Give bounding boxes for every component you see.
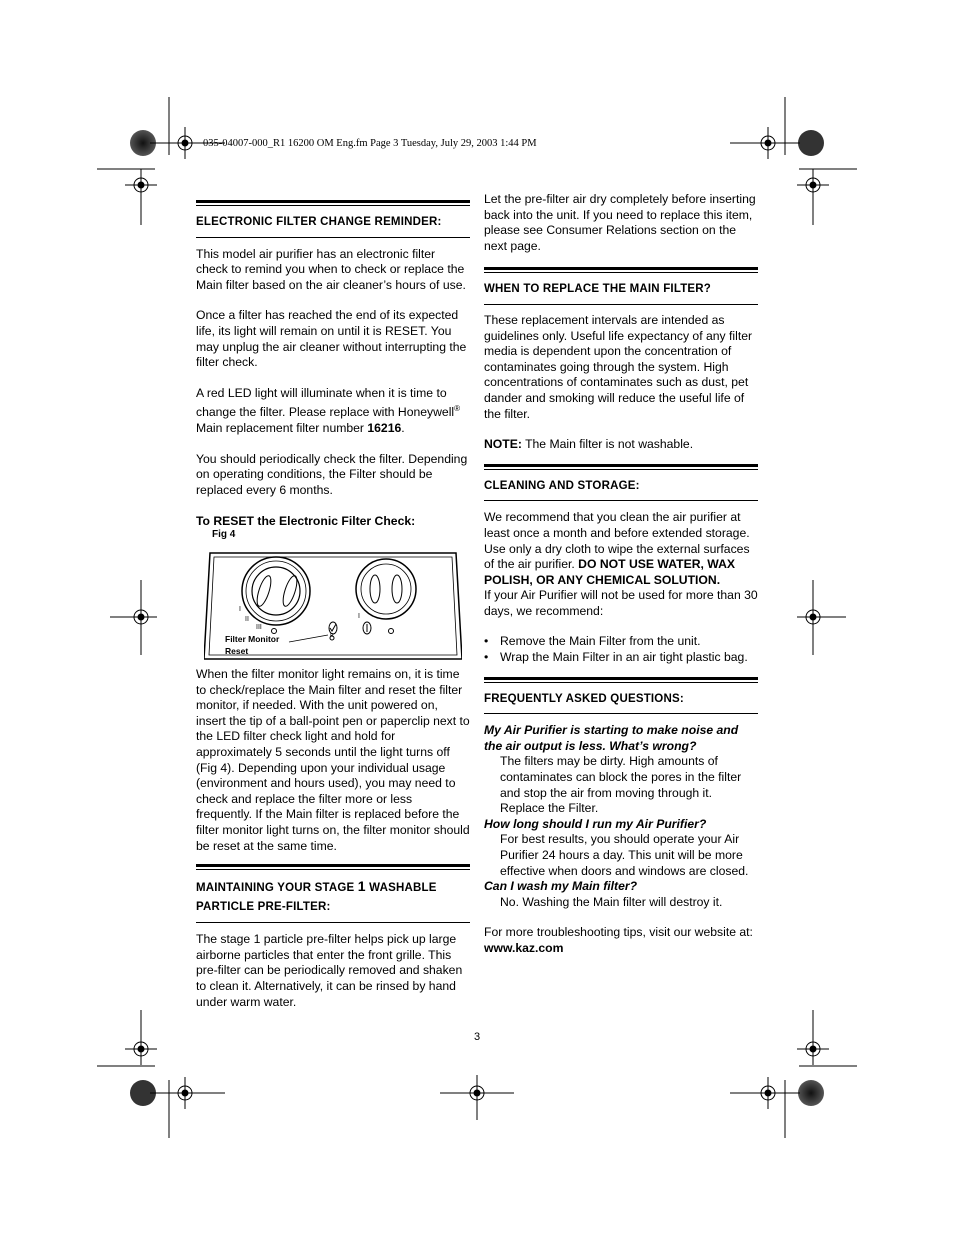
left-column-lower — [196, 667, 470, 1010]
paragraph: For more troubleshooting tips, visit our website at: — [484, 925, 753, 940]
faq-answer: The filters may be dirty. High amounts of contaminates can block the pores in the filter and stop the air from moving through it. Replace the Filter. — [500, 754, 742, 816]
speed-label-i: I — [239, 606, 241, 613]
speed-label-ii: II — [245, 616, 249, 623]
registered-mark: ® — [454, 404, 461, 414]
paragraph: When the filter monitor light remains on, it is time to check/replace the Main filter and reset the filter monitor, if needed. With the unit powered on, insert the tip of a ball-point pen or paperclip next to the LED filter check light and hold for approximately 5 seconds until the light turns off (Fig 4). Depending upon your individual usage (environment and hours used), you may need to check and replace the filter more or less frequently. If the Main filter is replaced before the filter monitor light turns on, the filter monitor should be reset at the same time. — [196, 667, 470, 853]
heading-rule — [196, 237, 470, 238]
led-indicator — [272, 629, 277, 634]
faq-question: Can I wash my Main filter? — [484, 879, 638, 894]
faq-answer: No. Washing the Main filter will destroy it. — [500, 894, 723, 909]
recommendation-list — [484, 634, 758, 665]
section-heading: WHEN TO REPLACE THE MAIN FILTER? — [484, 283, 712, 296]
paragraph: We recommend that you clean the air purifier at least once a month and before extended storage. Use only a dry cloth to wipe the external surfaces of the air purifier. DO NOT USE WATER, WAX POLISH, OR ANY CHEMICAL SOLUTION. — [484, 510, 750, 587]
double-rule — [484, 677, 758, 680]
right-column — [484, 192, 758, 957]
heading-rule — [484, 304, 758, 305]
led-indicator — [389, 629, 394, 634]
left-column — [196, 200, 470, 530]
file-slug: 035-04007-000_R1 16200 OM Eng.fm Page 3 Tuesday, July 29, 2003 1:44 PM — [203, 138, 537, 149]
timer-label-i: I — [358, 613, 360, 620]
paragraph: Let the pre-filter air dry completely before inserting back into the unit. If you need to replace this item, please see Consumer Relations section on the next page. — [484, 192, 756, 253]
paragraph: If your Air Purifier will not be used for more than 30 days, we recommend: — [484, 588, 758, 618]
paragraph: This model air purifier has an electronic filter check to remind you when to check or replace the Main filter based on the air cleaner’s hours of use. — [196, 246, 466, 292]
paragraph: These replacement intervals are intended as guidelines only. Useful life expectancy of any filter media is dependent upon the concentration of contaminates going through the system. High concentrations of contaminates such as dust, pet dander and smoking will reduce the useful life of the filter. — [484, 312, 753, 421]
faq-question: My Air Purifier is starting to make noise and the air output is less. What’s wrong? — [484, 723, 739, 753]
filter-monitor-label: Filter Monitor — [225, 634, 280, 644]
fan-speed-knob — [242, 557, 310, 625]
filter-number: 16216 — [367, 421, 402, 435]
figure-4 — [204, 547, 462, 660]
double-rule — [196, 200, 470, 203]
paragraph: The stage 1 particle pre-filter helps pick up large airborne particles that enter the front grille. This pre-filter can be periodically removed and shaken to clean it. Alternatively, it can be rinsed by hand under warm water. — [196, 932, 463, 1009]
double-rule — [196, 864, 470, 867]
list-item: • Remove the Main Filter from the unit. — [484, 634, 758, 650]
page-number: 3 — [474, 1031, 481, 1043]
heading-rule — [484, 713, 758, 714]
website-link[interactable]: www.kaz.com — [484, 940, 564, 955]
faq-answer: For best results, you should operate your Air Purifier 24 hours a day. This unit will be more effective when doors and windows are closed. — [500, 832, 749, 878]
section-heading: ELECTRONIC FILTER CHANGE REMINDER: — [196, 216, 442, 228]
double-rule — [484, 464, 758, 467]
paragraph: Once a filter has reached the end of its expected life, its light will remain on until it is RESET. You may unplug the air cleaner without interrupting the filter check. — [196, 308, 467, 370]
speed-label-iii: III — [256, 624, 262, 631]
reset-label: Reset — [225, 646, 249, 656]
paragraph: You should periodically check the filter. Depending on operating conditions, the Filter should be replaced every 6 months. — [196, 451, 468, 497]
double-rule — [484, 267, 758, 270]
section-heading: FREQUENTLY ASKED QUESTIONS: — [484, 692, 684, 705]
reset-title: To RESET the Electronic Filter Check: — [196, 514, 416, 529]
heading-rule — [196, 922, 470, 923]
paragraph: A red LED light will illuminate when it is time to change the filter. Please replace with Honeywell® Main replacement filter number 16216. — [196, 385, 461, 435]
figure-label: Fig 4 — [212, 529, 236, 540]
reset-mark: R — [330, 633, 334, 639]
section-heading: MAINTAINING YOUR STAGE 1 WASHABLE PARTICLE PRE-FILTER: — [196, 878, 437, 914]
list-item: • Wrap the Main Filter in an air tight plastic bag. — [484, 650, 758, 666]
timer-knob — [356, 559, 416, 619]
section-heading: CLEANING AND STORAGE: — [484, 479, 640, 492]
note: NOTE: The Main filter is not washable. — [484, 437, 694, 452]
faq-question: How long should I run my Air Purifier? — [484, 816, 707, 831]
heading-rule — [484, 500, 758, 501]
